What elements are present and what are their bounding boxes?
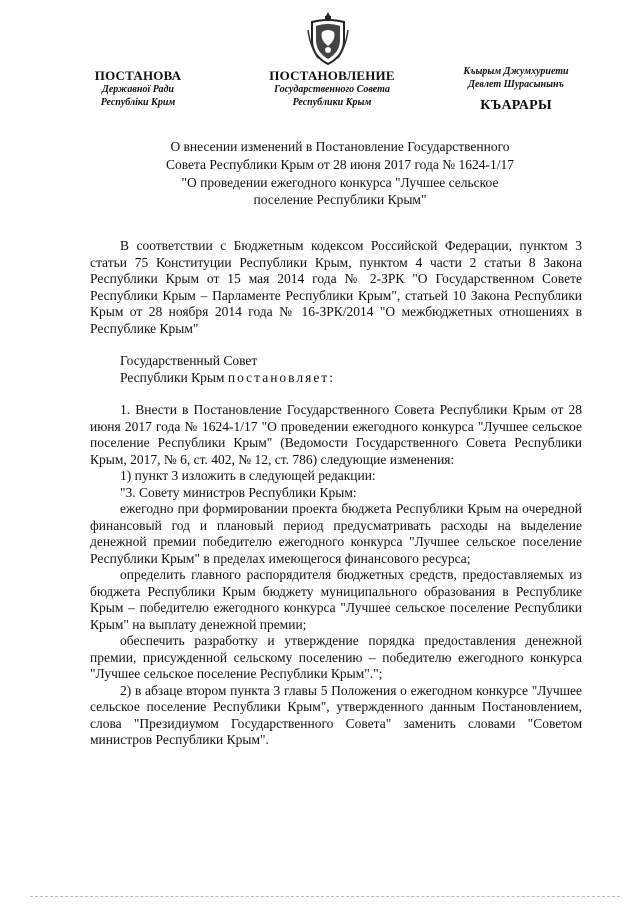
preamble-paragraph: В соответствии с Бюджетным кодексом Российской Федерации, пунктом 3 статьи 75 Конституции Республики Крым, пунктом 4 части 2 статьи 8 Закона Республики Крым от 15 мая 2014 года № 2-ЗРК "О Государственном Совете Республики Крым – Парламенте Республики Крым", статьей 10 Закона Республики Крым от 28 ноября 2014 года № 16-ЗРК/2014 "О межбюджетных отношениях в Республике Крым" — [90, 238, 582, 336]
header-ukrainian-title: ПОСТАНОВА — [94, 68, 182, 83]
header-ukrainian — [78, 68, 198, 109]
title-line-2: Совета Республики Крым от 28 июня 2017 года № 1624-1/17 — [165, 156, 515, 172]
title-line-1: О внесении изменений в Постановление Государственного — [170, 139, 510, 154]
page-bottom-divider — [30, 896, 620, 897]
header-russian-line1: Государственного Совета — [274, 84, 390, 96]
header-crimean-tatar-line1: Къырым Джумхуриети — [463, 66, 569, 77]
header-crimean-tatar-title: КЪАРАРЫ — [480, 98, 552, 113]
header-ukrainian-line2: Республіки Крим — [100, 96, 176, 108]
paragraph-procedure: обеспечить разработку и утверждение порядка предоставления денежной премии, присужденной сельскому поселению – победителю ежегодного конкурса "Лучшее сельское поселение Республики Крым"."; — [90, 633, 582, 681]
council-line-2 — [90, 370, 582, 387]
document-title — [130, 138, 550, 209]
council-name: Республики Крым — [120, 369, 225, 385]
header-crimean-tatar — [436, 66, 596, 115]
paragraph-1-item-1: 1) пункт 3 изложить в следующей редакции: — [120, 468, 376, 483]
coat-of-arms-emblem — [306, 10, 350, 66]
header-russian — [252, 68, 412, 109]
paragraph-main-administrator: определить главного распорядителя бюджетных средств, предоставляемых из бюджета Республики Крым бюджету муниципального образования в Республике Крым – победителю ежегодного конкурса "Лучшее сельское поселение Республики Крым" на выплату денежной премии; — [90, 567, 582, 632]
council-line-1: Государственный Совет — [120, 353, 258, 368]
header-russian-title: ПОСТАНОВЛЕНИЕ — [269, 68, 395, 83]
decree-verb: постановляет: — [227, 369, 335, 385]
paragraph-1-item-2: 2) в абзаце втором пункта 3 главы 5 Положения о ежегодном конкурсе "Лучшее сельское поселение Республики Крым", утвержденного данным Постановлением, слова "Президиумом Государственного Совета" заменить словами "Советом министров Республики Крым". — [90, 682, 582, 747]
header-russian-line2: Республики Крым — [292, 96, 372, 108]
header-crimean-tatar-line2: Девлет Шурасынынъ — [468, 78, 564, 90]
paragraph-1: 1. Внести в Постановление Государственного Совета Республики Крым от 28 июня 2017 года № 1624-1/17 "О проведении ежегодного конкурса "Лучшее сельское поселение Республики Крым" (Ведомости Государственного Совета Республики Крым, 2017, № 6, ст. 402, № 12, ст. 786) следующие изменения: — [90, 402, 582, 467]
header-ukrainian-line1: Державної Ради — [102, 84, 174, 96]
paragraph-budget-expenses: ежегодно при формировании проекта бюджета Республики Крым на очередной финансовый год и плановый период предусматривать расходы на выделение денежной премии победителю ежегодного конкурса "Лучшее сельское поселение Республики Крым" в пределах имеющегося финансового ресурса; — [90, 501, 582, 566]
document-body — [90, 238, 582, 749]
title-line-4: поселение Республики Крым" — [253, 192, 427, 208]
paragraph-item-3-heading: "3. Совету министров Республики Крым: — [120, 484, 357, 500]
title-line-3: "О проведении ежегодного конкурса "Лучшее сельское — [181, 174, 499, 190]
